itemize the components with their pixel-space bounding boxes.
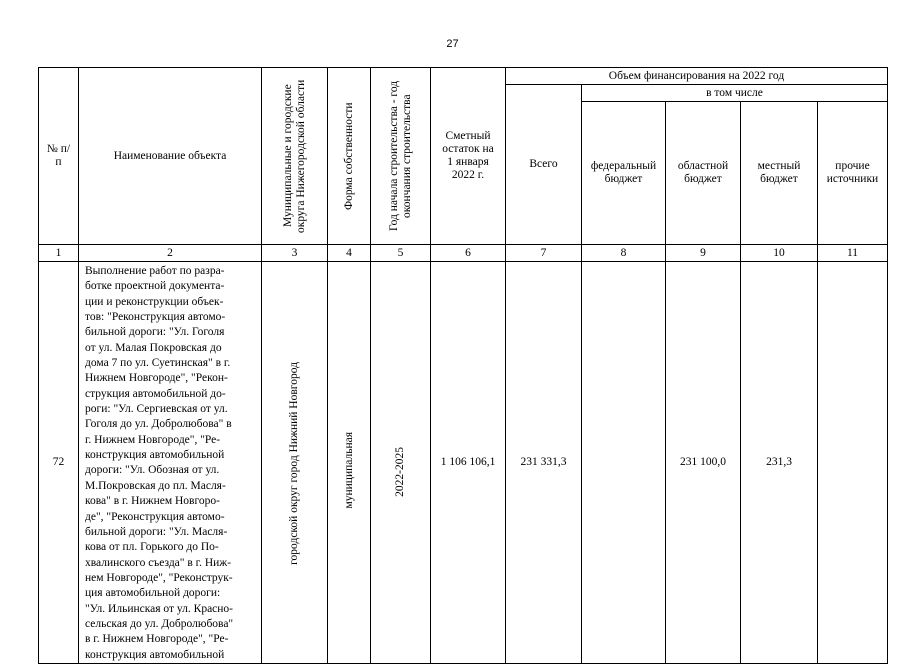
name-line: бильной дороги: "Ул. Гоголя [85, 326, 225, 339]
row-municipal-text: городской округ город Нижний Новгород [288, 362, 300, 565]
column-number: 7 [506, 245, 582, 262]
name-line: в г. Нижнем Новгороде", "Ре- [85, 633, 229, 646]
header-name: Наименование объекта [79, 68, 262, 245]
name-line: нем Новгороде", "Реконструк- [85, 571, 233, 584]
name-line: Нижнем Новгороде", "Рекон- [85, 372, 228, 385]
name-line: дороги: "Ул. Обозная от ул. [85, 464, 220, 477]
name-line: "Ул. Ильинская от ул. Красно- [85, 602, 234, 615]
name-line: хвалинского съезда" в г. Ниж- [85, 556, 232, 569]
header-balance: Сметный остаток на 1 января 2022 г. [431, 68, 506, 245]
name-line: бильной дороги: "Ул. Масля- [85, 525, 228, 538]
name-line: конструкция автомобильной [85, 449, 225, 462]
row-local: 231,3 [741, 262, 818, 664]
page-number: 27 [446, 38, 459, 50]
header-years [371, 68, 431, 245]
name-line: М.Покровская до пл. Масля- [85, 479, 226, 492]
row-ownership [328, 262, 371, 664]
column-number: 1 [39, 245, 79, 262]
header-federal: федеральный бюджет [582, 102, 666, 245]
name-line: сельская до ул. Добролюбова" [85, 617, 234, 630]
column-number: 11 [818, 245, 888, 262]
row-federal [582, 262, 666, 664]
name-line: Выполнение работ по разра- [85, 265, 225, 277]
name-line: струкция автомобильной до- [85, 387, 226, 400]
header-including: в том числе [582, 85, 888, 102]
column-number: 9 [666, 245, 741, 262]
row-years [371, 262, 431, 664]
name-line: конструкция автомобильной [85, 648, 225, 661]
row-years-text: 2022-2025 [394, 447, 406, 497]
name-line: ции и реконструкции объек- [85, 295, 224, 308]
header-municipal [262, 68, 328, 245]
header-regional: областной бюджет [666, 102, 741, 245]
name-line: ботке проектной документа- [85, 280, 225, 293]
header-ownership-text: Форма собственности [342, 102, 355, 210]
row-balance: 1 106 106,1 [431, 262, 506, 664]
row-ownership-text: муниципальная [342, 432, 355, 509]
header-num: № п/п [39, 68, 79, 245]
column-number: 2 [79, 245, 262, 262]
name-line: де", "Реконструкция автомо- [85, 510, 225, 523]
column-numbers-row [39, 245, 888, 262]
header-row [39, 68, 888, 85]
header-other: прочие источники [818, 102, 888, 245]
header-financing-group: Объем финансирования на 2022 год [506, 68, 888, 85]
column-number: 6 [431, 245, 506, 262]
name-line: от ул. Малая Покровская до [85, 341, 222, 354]
name-line: роги: "Ул. Сергиевская от ул. [85, 403, 228, 416]
row-total: 231 331,3 [506, 262, 582, 664]
name-line: г. Нижнем Новгороде", "Ре- [85, 433, 221, 446]
header-municipal-text: Муниципальные и городские округа Нижегородской области [281, 79, 307, 233]
row-regional: 231 100,0 [666, 262, 741, 664]
column-number: 4 [328, 245, 371, 262]
table-row [39, 262, 888, 664]
column-number: 5 [371, 245, 431, 262]
row-other [818, 262, 888, 664]
name-line: ция автомобильной дороги: [85, 587, 221, 600]
name-line: кова" в г. Нижнем Новгоро- [85, 495, 220, 508]
row-object-name [79, 262, 262, 664]
name-line: дома 7 по ул. Суетинская" в г. [85, 357, 231, 370]
column-number: 3 [262, 245, 328, 262]
name-line: Гоголя до ул. Добролюбова" в [85, 418, 232, 431]
header-ownership [328, 68, 371, 245]
financing-table [38, 67, 888, 664]
column-number: 8 [582, 245, 666, 262]
header-total: Всего [506, 85, 582, 245]
column-number: 10 [741, 245, 818, 262]
header-years-text: Год начала строительства - год окончания строительства [387, 80, 413, 232]
name-line: тов: "Реконструкция автомо- [85, 311, 226, 324]
row-num: 72 [39, 262, 79, 664]
header-local: местный бюджет [741, 102, 818, 245]
row-municipal [262, 262, 328, 664]
name-line: кова от пл. Горького до По- [85, 541, 219, 554]
